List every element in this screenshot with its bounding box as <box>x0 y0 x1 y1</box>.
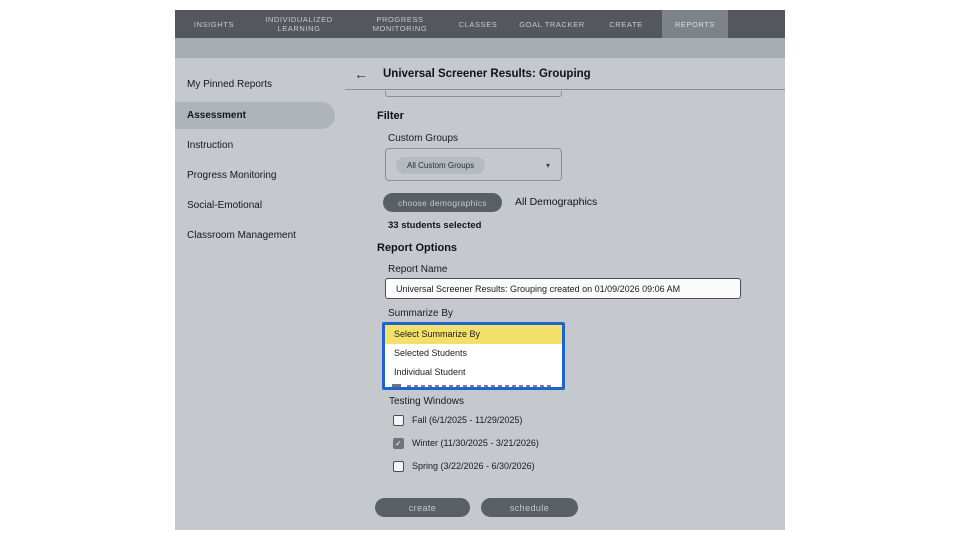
demographics-value: All Demographics <box>515 196 598 208</box>
sidebar <box>175 58 345 530</box>
nav-item-reports[interactable]: REPORTS <box>662 10 728 38</box>
nav-item-create[interactable]: CREATE <box>609 19 643 29</box>
top-navigation <box>175 10 785 38</box>
testing-window-fall-label: Fall (6/1/2025 - 11/29/2025) <box>412 415 523 425</box>
page-title: Universal Screener Results: Grouping <box>383 67 591 80</box>
back-arrow-icon[interactable]: ← <box>354 65 368 82</box>
obscured-text-top <box>407 385 552 387</box>
report-options-heading: Report Options <box>377 242 458 254</box>
obscured-checkbox-top <box>392 384 401 387</box>
students-selected-count: 33 students selected <box>388 220 482 231</box>
custom-groups-label: Custom Groups <box>388 133 459 144</box>
testing-window-spring-label: Spring (3/22/2026 - 6/30/2026) <box>412 461 535 471</box>
summarize-option-selected-students[interactable]: Selected Students <box>385 344 562 363</box>
summarize-option-individual-student[interactable]: Individual Student <box>385 363 562 382</box>
app-window <box>175 10 785 530</box>
testing-windows-label: Testing Windows <box>389 396 465 407</box>
custom-groups-chip: All Custom Groups <box>396 157 485 174</box>
sidebar-item-progress-monitoring[interactable]: Progress Monitoring <box>187 170 277 181</box>
schedule-button[interactable]: schedule <box>481 498 578 517</box>
testing-window-winter-label: Winter (11/30/2025 - 3/21/2026) <box>412 438 539 448</box>
obscured-content-sliver <box>385 382 562 387</box>
sidebar-item-instruction[interactable]: Instruction <box>187 140 234 151</box>
nav-item-insights[interactable]: INSIGHTS <box>193 19 235 29</box>
checkbox-icon-spring[interactable] <box>393 461 404 472</box>
report-name-label: Report Name <box>388 264 448 275</box>
testing-window-winter[interactable] <box>393 436 539 450</box>
custom-groups-select[interactable] <box>385 148 562 181</box>
report-name-input[interactable] <box>385 278 741 299</box>
nav-item-goal-tracker[interactable]: GOAL TRACKER <box>519 19 585 29</box>
checkbox-icon-fall[interactable] <box>393 415 404 426</box>
content-panel <box>345 58 785 530</box>
testing-window-fall[interactable] <box>393 413 522 427</box>
secondary-bar <box>175 38 785 58</box>
testing-window-spring[interactable] <box>393 459 535 473</box>
checkbox-icon-winter-checked[interactable]: ✓ <box>393 438 404 449</box>
summarize-by-label: Summarize By <box>388 308 454 319</box>
content-body <box>345 91 785 530</box>
filter-heading: Filter <box>377 110 404 122</box>
choose-demographics-button[interactable]: choose demographics <box>383 193 502 212</box>
summarize-option-placeholder[interactable]: Select Summarize By <box>385 325 562 344</box>
scrolled-field-partial <box>385 91 562 97</box>
sidebar-item-assessment[interactable]: Assessment <box>175 102 335 129</box>
create-button[interactable]: create <box>375 498 470 517</box>
chevron-down-icon: ▾ <box>545 161 550 170</box>
nav-item-progress-monitoring[interactable]: PROGRESS MONITORING <box>372 15 428 33</box>
sidebar-item-my-pinned-reports[interactable]: My Pinned Reports <box>187 79 273 90</box>
sidebar-item-social-emotional[interactable]: Social-Emotional <box>187 200 263 211</box>
summarize-by-dropdown <box>382 322 565 390</box>
main-area <box>175 58 785 530</box>
nav-item-individualized-learning[interactable]: INDIVIDUALIZED LEARNING <box>265 15 333 33</box>
nav-item-classes[interactable]: CLASSES <box>458 19 498 29</box>
sidebar-item-classroom-management[interactable]: Classroom Management <box>187 230 296 241</box>
content-header <box>345 58 785 90</box>
